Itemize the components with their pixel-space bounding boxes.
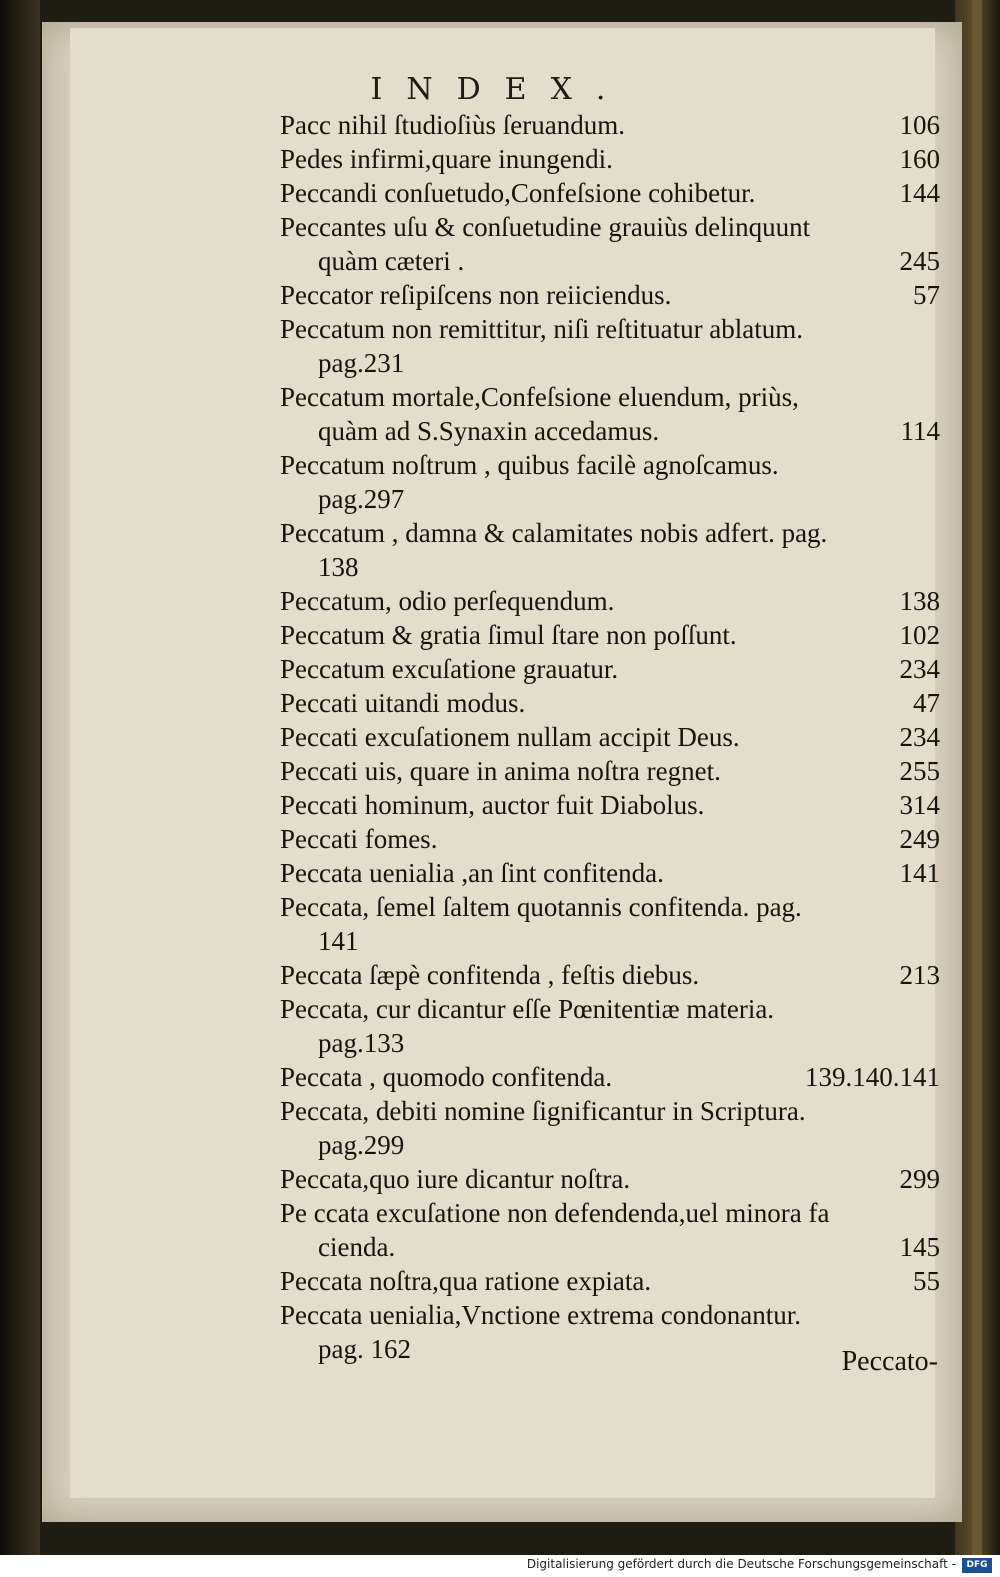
funding-credit: Digitalisierung gefördert durch die Deutsche Forschungsgemeinschaft - — [526, 1557, 956, 1571]
entry-page-number: 145 — [899, 1232, 940, 1262]
entry-text: Peccati hominum, auctor fuit Diabolus. — [280, 790, 705, 820]
index-entry — [0, 178, 1000, 214]
index-entry — [0, 212, 1000, 248]
index-entry — [0, 688, 1000, 724]
index-entry — [0, 994, 1000, 1030]
entry-page-number: 139.140.141 — [805, 1062, 940, 1092]
entry-page-number: 141 — [899, 858, 940, 888]
index-entry — [0, 246, 1000, 282]
index-entry — [0, 484, 1000, 520]
index-entry — [0, 1062, 1000, 1098]
index-entry — [0, 552, 1000, 588]
entry-text: quàm ad S.Synaxin accedamus. — [318, 416, 660, 446]
index-entry — [0, 416, 1000, 452]
index-entry — [0, 1232, 1000, 1268]
entry-page-number: 138 — [899, 586, 940, 616]
entry-text: pag.297 — [318, 484, 405, 514]
entry-text: Peccati fomes. — [280, 824, 438, 854]
entry-page-number: 234 — [899, 722, 940, 752]
entry-text: Peccatum , damna & calamitates nobis adfert. pag. — [280, 518, 828, 548]
entry-text: Peccatum excuſatione grauatur. — [280, 654, 619, 684]
entry-text: Peccatum mortale,Confeſsione eluendum, priùs, — [280, 382, 799, 412]
entry-page-number: 249 — [899, 824, 940, 854]
index-entry — [0, 1300, 1000, 1336]
index-entry — [0, 382, 1000, 418]
entry-text: Peccata, debiti nomine ſignificantur in Scriptura. — [280, 1096, 806, 1126]
catchword: Peccato- — [841, 1346, 938, 1377]
entry-text: Peccatum noſtrum , quibus facilè agnoſcamus. — [280, 450, 779, 480]
entry-text: pag. 162 — [318, 1334, 411, 1364]
index-entry — [0, 348, 1000, 384]
index-entry — [0, 620, 1000, 656]
index-entry — [0, 1266, 1000, 1302]
entry-text: 141 — [318, 926, 359, 956]
entry-page-number: 57 — [913, 280, 940, 310]
index-entry — [0, 654, 1000, 690]
index-entry — [0, 824, 1000, 860]
index-entry — [0, 314, 1000, 350]
entry-text: Peccata , quomodo confitenda. — [280, 1062, 613, 1092]
index-entry — [0, 280, 1000, 316]
index-entry — [0, 586, 1000, 622]
index-entry — [0, 144, 1000, 180]
index-entry — [0, 518, 1000, 554]
entry-page-number: 102 — [899, 620, 940, 650]
index-entry — [0, 756, 1000, 792]
entry-text: Pedes infirmi,quare inungendi. — [280, 144, 613, 174]
entry-page-number: 55 — [913, 1266, 940, 1296]
index-entry — [0, 790, 1000, 826]
page-title: INDEX. — [370, 72, 630, 107]
entry-text: Peccandi conſuetudo,Confeſsione cohibetur. — [280, 178, 756, 208]
index-entry — [0, 926, 1000, 962]
entry-text: Peccata, ſemel ſaltem quotannis confitenda. pag. — [280, 892, 802, 922]
entry-text: pag.133 — [318, 1028, 405, 1058]
entry-page-number: 160 — [899, 144, 940, 174]
entry-text: Peccata ſæpè confitenda , feſtis diebus. — [280, 960, 700, 990]
entry-text: Peccata uenialia ,an ſint confitenda. — [280, 858, 664, 888]
entry-text: pag.231 — [318, 348, 405, 378]
entry-page-number: 106 — [899, 110, 940, 140]
footer-bar — [0, 1555, 1000, 1577]
entry-page-number: 144 — [899, 178, 940, 208]
entry-text: Peccata, cur dicantur eſſe Pœnitentiæ materia. — [280, 994, 775, 1024]
entry-text: Peccatum non remittitur, niſi reſtituatur ablatum. — [280, 314, 804, 344]
index-entry — [0, 1028, 1000, 1064]
entry-text: Peccati uitandi modus. — [280, 688, 526, 718]
entry-page-number: 314 — [899, 790, 940, 820]
index-entry — [0, 722, 1000, 758]
entry-text: Pe ccata excuſatione non defendenda,uel minora fa — [280, 1198, 830, 1228]
entry-page-number: 213 — [899, 960, 940, 990]
index-entry — [0, 1164, 1000, 1200]
entry-text: Peccata uenialia,Vnctione extrema condonantur. — [280, 1300, 802, 1330]
index-entry — [0, 892, 1000, 928]
entry-text: Peccantes uſu & conſuetudine grauiùs delinquunt — [280, 212, 811, 242]
entry-text: Peccati excuſationem nullam accipit Deus. — [280, 722, 740, 752]
index-entry — [0, 960, 1000, 996]
entry-text: Pacc nihil ſtudioſiùs ſeruandum. — [280, 110, 625, 140]
entry-page-number: 245 — [899, 246, 940, 276]
index-entry — [0, 1198, 1000, 1234]
entry-text: pag.299 — [318, 1130, 405, 1160]
entry-text: Peccatum, odio perſequendum. — [280, 586, 615, 616]
entry-page-number: 299 — [899, 1164, 940, 1194]
dfg-logo: DFG — [962, 1558, 992, 1573]
entry-page-number: 234 — [899, 654, 940, 684]
index-entry — [0, 110, 1000, 146]
index-entry — [0, 1130, 1000, 1166]
index-entry — [0, 1096, 1000, 1132]
entry-page-number: 47 — [913, 688, 940, 718]
entry-page-number: 114 — [900, 416, 940, 446]
entry-text: Peccata noſtra,qua ratione expiata. — [280, 1266, 652, 1296]
entry-text: Peccati uis, quare in anima noſtra regnet. — [280, 756, 721, 786]
index-entry — [0, 858, 1000, 894]
entry-text: Peccatum & gratia ſimul ſtare non poſſunt. — [280, 620, 737, 650]
index-entry — [0, 450, 1000, 486]
entry-page-number: 255 — [899, 756, 940, 786]
entry-text: 138 — [318, 552, 359, 582]
entry-text: Peccata,quo iure dicantur noſtra. — [280, 1164, 631, 1194]
entry-text: Peccator reſipiſcens non reiiciendus. — [280, 280, 672, 310]
entry-text: cienda. — [318, 1232, 396, 1262]
entry-text: quàm cæteri . — [318, 246, 465, 276]
